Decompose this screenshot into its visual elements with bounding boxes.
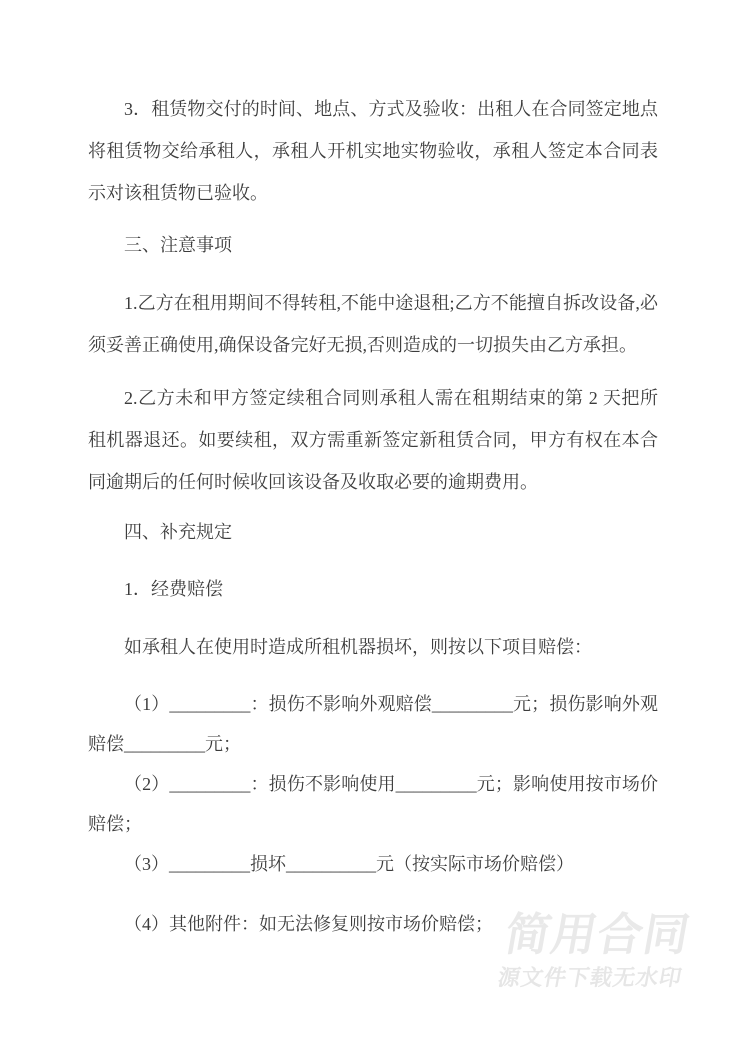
compensation-item-4: （4）其他附件：如无法修复则按市场价赔偿； [124, 914, 493, 934]
compensation-item-1: （1）_________：损伤不影响外观赔偿_________元；损伤影响外观赔偿_________元； [88, 694, 658, 754]
section-heading-supplementary: 四、补充规定 [124, 522, 232, 542]
compensation-item-3: （3）_________损坏__________元（按实际市场价赔偿） [124, 854, 574, 874]
watermark-subtitle-text: 源文件下载无水印 [495, 965, 685, 990]
note-item-2: 2.乙方未和甲方签定续租合同则承租人需在租期结束的第 2 天把所租机器退还。如要续租，双方需重新签定新租赁合同，甲方有权在本合同逾期后的任何时候收回该设备及收取必要的逾期费用。 [88, 388, 658, 492]
compensation-item-2: （2）_________：损伤不影响使用_________元；影响使用按市场价赔偿； [88, 774, 658, 834]
contract-body [88, 88, 658, 944]
watermark-logo-text: 简用合同 [501, 909, 695, 960]
section-heading-notes: 三、注意事项 [124, 235, 232, 255]
subheading-expense-compensation: 1．经费赔偿 [124, 579, 223, 599]
clause-3-delivery: 3．租赁物交付的时间、地点、方式及验收：出租人在合同签定地点将租赁物交给承租人，承租人开机实地实物验收，承租人签定本合同表示对该租赁物已验收。 [88, 99, 658, 203]
note-item-1: 1.乙方在租用期间不得转租,不能中途退租;乙方不能擅自拆改设备,必须妥善正确使用,确保设备完好无损,否则造成的一切损失由乙方承担。 [88, 293, 658, 355]
compensation-intro: 如承租人在使用时造成所租机器损坏，则按以下项目赔偿： [124, 637, 592, 657]
